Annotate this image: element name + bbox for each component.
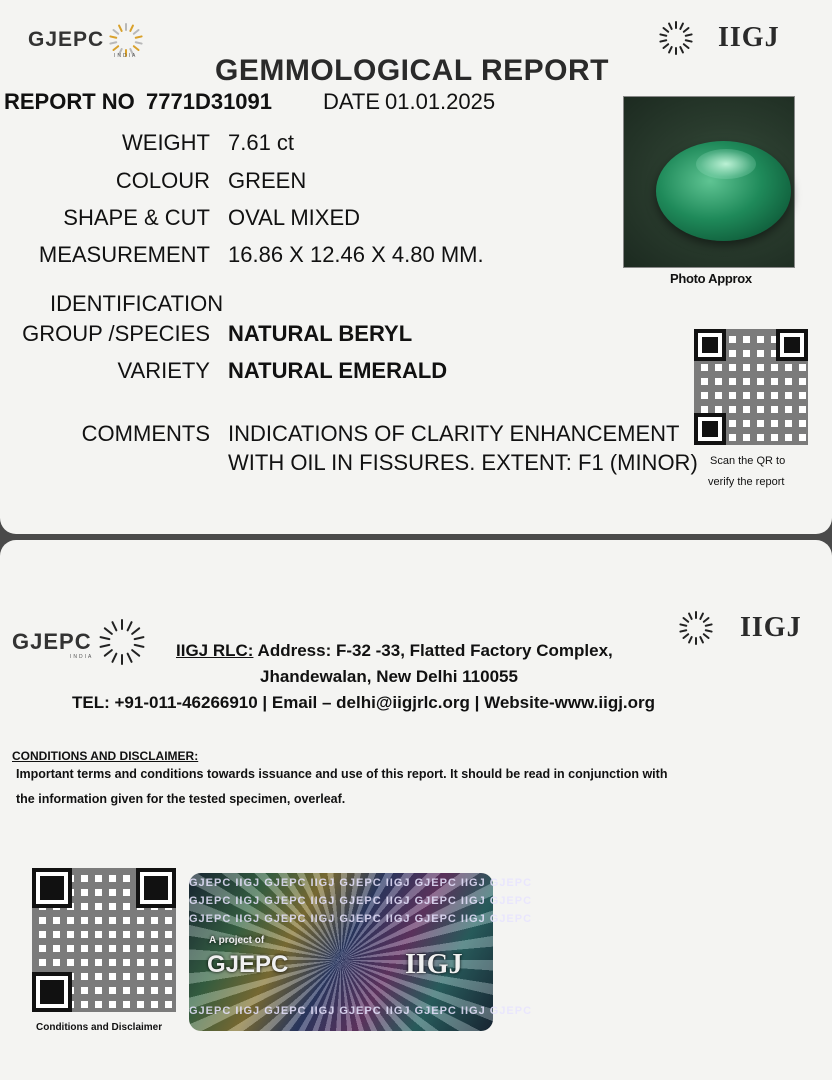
burst-ray [659,33,667,37]
burst-ray [135,41,143,45]
iigj-logo: IIGJ [678,610,802,646]
burst-ray [109,41,117,45]
burst-ray [133,45,140,51]
burst-ray [695,637,697,645]
shape-label: SHAPE & CUT [63,205,210,230]
qr-caption-1: Scan the QR to [710,455,786,467]
burst-ray [675,21,677,29]
burst-ray [682,617,689,623]
comments-label: COMMENTS [81,421,210,446]
gjepc-logo: GJEPC INDIA [28,22,144,58]
burst-ray [99,644,110,648]
hologram-iigj: IIGJ [405,949,463,980]
disclaimer-heading: CONDITIONS AND DISCLAIMER: [12,749,199,763]
burst-ray [126,653,132,663]
burst-ray [702,617,709,623]
burst-ray [121,619,123,630]
burst-ray [111,621,117,631]
gjepc-logo: GJEPC INDIA [12,618,146,666]
burst-ray [679,46,684,54]
date-label: DATE [323,89,381,114]
hologram-seal: GJEPC IIGJ GJEPC IIGJ GJEPC IIGJ GJEPC IIGJ GJEPC GJEPC IIGJ GJEPC IIGJ GJEPC IIGJ GJEPC IIGJ GJEPC GJEPC IIGJ GJEPC IIGJ GJEPC IIGJ GJEPC IIGJ GJEPC A project of GJEPC IIGJ GJEPC IIGJ GJEPC IIGJ GJEPC IIGJ GJEPC IIGJ GJEPC [189,873,493,1031]
variety-label: VARIETY [117,358,210,383]
burst-ray [668,46,673,54]
contact-line: TEL: +91-011-46266910 | Email – delhi@iigjrlc.org | Website-www.iigj.org [72,693,656,712]
starburst-icon [678,610,714,646]
photo-caption: Photo Approx [670,271,752,286]
conditions-qr-code[interactable] [32,868,176,1012]
starburst-icon [658,20,694,56]
burst-ray [99,636,110,640]
burst-ray [126,621,132,631]
burst-ray [685,33,693,37]
comments-line-1: INDICATIONS OF CLARITY ENHANCEMENT [228,421,680,446]
emerald-image [656,141,791,241]
burst-ray [662,43,669,49]
burst-ray [109,35,117,39]
burst-ray [134,644,145,648]
burst-ray [699,636,704,644]
disclaimer-line-1: Important terms and conditions towards issuance and use of this report. It should be read in conjunction with [16,767,668,781]
report-no-value: 7771D31091 [146,89,273,114]
burst-ray [682,43,689,49]
burst-ray [131,649,140,657]
burst-ray [668,22,673,30]
date-value: 01.01.2025 [385,89,496,114]
comments-line-2: WITH OIL IN FISSURES. EXTENT: F1 (MINOR) [228,450,698,475]
burst-ray [679,623,687,627]
burst-ray [111,653,117,663]
burst-ray [675,47,677,55]
verify-qr-code[interactable] [694,329,808,445]
burst-ray [702,633,709,639]
report-no-label: REPORT NO [4,89,135,114]
burst-ray [682,27,689,33]
report-front-card [0,0,832,534]
burst-ray [685,39,693,43]
qr-caption-2: verify the report [708,476,785,488]
variety-value: NATURAL EMERALD [228,358,448,383]
starburst-icon [98,618,146,666]
burst-ray [112,29,119,35]
burst-ray [659,39,667,43]
shape-value: OVAL MIXED [228,205,361,230]
burst-ray [695,611,697,619]
burst-ray [688,612,693,620]
address-line-2: Jhandewalan, New Delhi 110055 [260,667,518,686]
address-line-1: IIGJ RLC: Address: F-32 -33, Flatted Factory Complex, [176,641,613,660]
weight-value: 7.61 ct [228,130,295,155]
burst-ray [679,629,687,633]
burst-ray [103,627,112,635]
burst-ray [662,27,669,33]
burst-ray [705,623,713,627]
burst-ray [121,654,123,665]
burst-ray [131,627,140,635]
burst-ray [103,649,112,657]
burst-ray [705,629,713,633]
burst-ray [133,29,140,35]
report-title: GEMMOLOGICAL REPORT [215,54,609,87]
burst-ray [118,24,123,32]
burst-ray [688,636,693,644]
gem-photo [623,96,795,268]
identification-label: IDENTIFICATION [50,291,224,316]
group-label: GROUP /SPECIES [22,321,210,346]
burst-ray [682,633,689,639]
group-value: NATURAL BERYL [228,321,413,346]
measurement-label: MEASUREMENT [38,242,210,267]
conditions-qr-caption: Conditions and Disclaimer [36,1022,163,1033]
burst-ray [135,35,143,39]
measurement-value: 16.86 X 12.46 X 4.80 MM. [228,242,484,267]
burst-ray [134,636,145,640]
disclaimer-line-2: the information given for the tested specimen, overleaf. [16,792,346,806]
iigj-logo: IIGJ [658,20,780,56]
colour-label: COLOUR [115,168,210,193]
report-back-card [0,540,832,1080]
weight-label: WEIGHT [122,130,210,155]
burst-ray [125,23,127,31]
hologram-gjepc: GJEPC [207,951,289,978]
colour-value: GREEN [228,168,307,193]
